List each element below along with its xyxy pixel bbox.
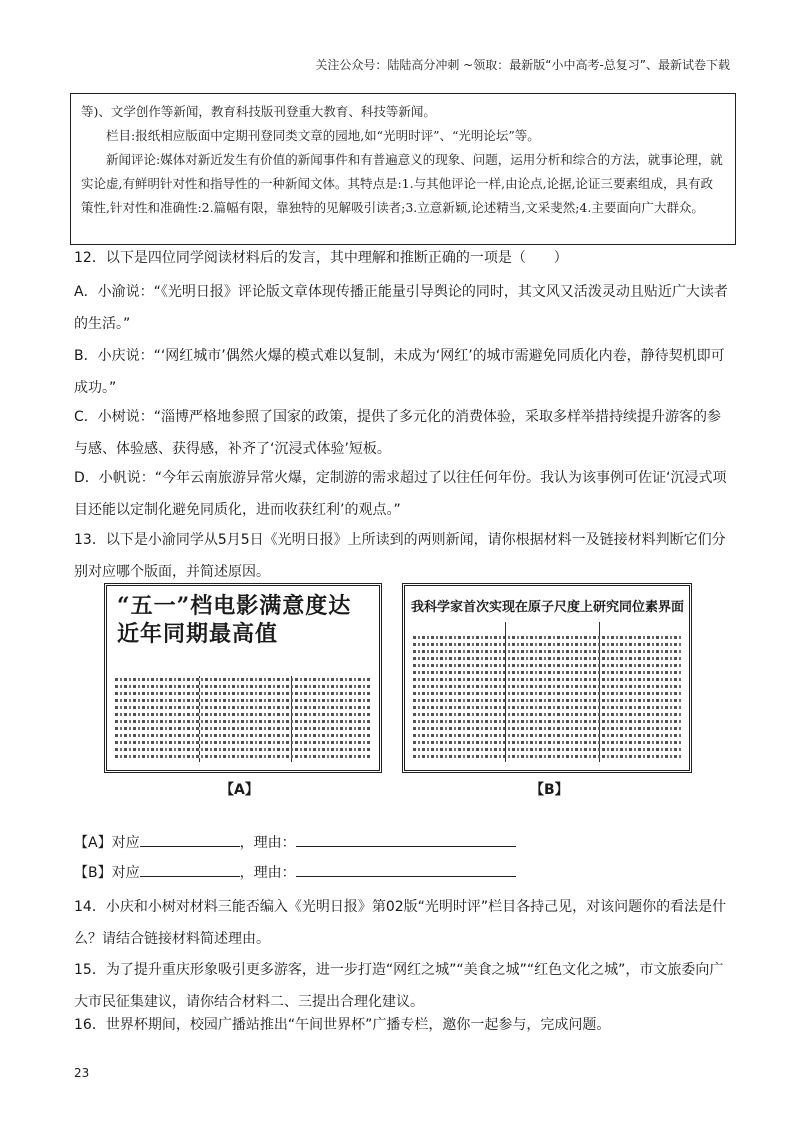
answer-a-version-blank[interactable] — [140, 832, 240, 847]
answer-a-reason-blank[interactable] — [296, 832, 516, 847]
q14-text: 14．小庆和小树对材料三能否编入《光明日报》第02版“光明时评”栏目各持己见，对该问题你的看法是什么？请结合链接材料简述理由。 — [74, 899, 727, 947]
clip-a-headline: “五一”档电影满意度达近年同期最高值 — [117, 593, 352, 647]
box-line-1: 等)、文学创作等新闻，教育科技版刊登重大教育、科技等新闻。 — [81, 104, 436, 119]
answer-a-prefix: 【A】对应 — [74, 835, 140, 851]
page-header: 关注公众号：陆陆高分冲刺 ~领取：最新版“小中高考-总复习”、最新试卷下载 — [315, 58, 730, 72]
answer-a-reason-label: ，理由： — [239, 835, 296, 851]
q12-option-a: A．小渝说：“《光明日报》评论版文章体现传播正能量引导舆论的同时，其文风又活泼灵动且贴近广大读者的生活。” — [74, 284, 728, 332]
q12-stem: 12．以下是四位同学阅读材料后的发言，其中理解和推断正确的一项是（ ） — [74, 250, 568, 266]
page-number: 23 — [74, 1066, 90, 1080]
answer-b-reason-label: ，理由： — [239, 865, 296, 881]
q15-text: 15．为了提升重庆形象吸引更多游客，进一步打造“网红之城”“美食之城”“红色文化之城”，市文旅委向广大市民征集建议，请你结合材料二、三提出合理化建议。 — [74, 962, 724, 1010]
answer-line-a — [74, 832, 516, 854]
answer-b-version-blank[interactable] — [140, 862, 240, 877]
box-pinglun: 新闻评论:媒体对新近发生有价值的新闻事件和有普遍意义的现象、问题，运用分析和综合的方法，就事论理，就实论虚,有鲜明针对性和指导性的一种新闻文体。其特点是:1.与其他评论一样,由论点,论据,论证三要素组成，具有政策性,针对性和准确性:2.篇幅有限，靠独特的见解吸引读者;3.立意新颖,论述精当,文采斐然;4.主要面向广大群众。 — [81, 152, 723, 215]
clip-b-body-text — [413, 636, 681, 762]
q13-stem: 13．以下是小渝同学从5月5日《光明日报》上所读到的两则新闻，请你根据材料一及链接材料判断它们分别对应哪个版面，并简述原因。 — [74, 532, 726, 580]
q16-text: 16．世界杯期间，校园广播站推出“午间世界杯”广播专栏，邀你一起参与，完成问题。 — [74, 1017, 611, 1033]
clip-a-body-text — [115, 678, 371, 762]
figure-label-a: 【A】 — [220, 782, 259, 798]
answer-line-b — [74, 862, 516, 884]
box-lanmu: 栏目:报纸相应版面中定期刊登同类文章的园地,如“光明时评”、“光明论坛”等。 — [106, 128, 540, 143]
newspaper-clip-b — [402, 583, 692, 773]
answer-b-reason-blank[interactable] — [296, 862, 516, 877]
newspaper-figures — [104, 583, 694, 803]
newspaper-clip-a — [104, 583, 382, 773]
q12-option-b: B．小庆说：“‘网红城市’偶然火爆的模式难以复制，未成为‘网红’的城市需避免同质化内卷，静待契机即可成功。” — [74, 348, 725, 396]
figure-label-b: 【B】 — [530, 782, 569, 798]
link-material-box — [70, 93, 736, 245]
q12-option-d: D．小帆说：“今年云南旅游异常火爆，定制游的需求超过了以往任何年份。我认为该事例可佐证‘沉浸式项目还能以定制化避免同质化，进而收获红利’的观点。” — [74, 470, 727, 518]
q12-option-c: C．小树说：“淄博严格地参照了国家的政策，提供了多元化的消费体验，采取多样举措持续提升游客的参与感、体验感、获得感，补齐了‘沉浸式体验’短板。 — [74, 409, 722, 457]
answer-b-prefix: 【B】对应 — [74, 865, 140, 881]
clip-b-headline: 我科学家首次实现在原子尺度上研究同位素界面 — [411, 600, 685, 615]
